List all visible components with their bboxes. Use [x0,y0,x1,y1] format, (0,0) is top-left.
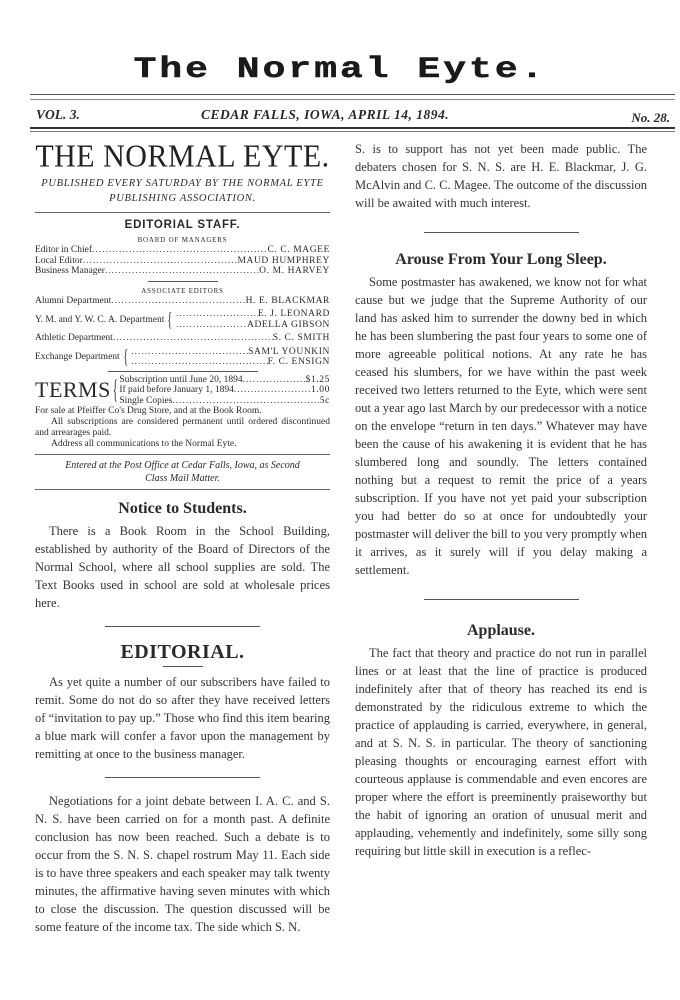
newspaper-nameplate: The Normal Eyte. [133,52,547,87]
terms-row [119,375,330,386]
divider [108,371,258,372]
staff-row-pair [35,347,330,368]
staff-name: H. E. BLACKMAR [245,295,330,306]
staff-name: O. M. HARVEY [259,266,330,276]
staff-row [35,256,330,267]
terms-price: $1.25 [305,374,330,385]
divider [35,489,330,490]
staff-name: C. C. MAGEE [267,245,330,255]
dateline [36,104,670,126]
divider [105,626,260,627]
masthead-rule [30,99,675,100]
postal-entry-line: Entered at the Post Office at Cedar Falls, Iowa, as Second [65,460,300,471]
staff-name: MAUD HUMPHREY [237,255,330,266]
address-note: Address all communications to the Normal Eyte. [51,439,237,449]
terms-block [35,375,330,407]
leader-dots [243,375,306,386]
dateline-rule [30,131,675,132]
leader-dots [172,396,319,407]
divider [148,281,218,282]
staff-role: Athletic Department [35,333,113,343]
divider [424,232,579,233]
staff-role: Editor in Chief [35,245,92,255]
staff-name: ADELLA GIBSON [246,319,330,330]
subscriptions-note: All subscriptions are considered permanent until ordered discontinued and arrearages paid. [35,417,330,438]
leader-dots [131,347,248,358]
leader-dots [92,245,267,256]
volume-number: VOL. 3. [36,107,80,122]
staff-row [35,296,330,307]
publisher-line: PUBLISHED EVERY SATURDAY BY THE NORMAL EYTE [41,178,324,189]
postal-entry-note [35,459,330,485]
postal-entry-line: Class Mail Matter. [145,473,220,484]
divider [35,454,330,455]
left-column [35,136,330,936]
leader-dots [111,296,245,307]
staff-role: Exchange Department [35,352,120,362]
terms-price: 1.00 [310,385,330,395]
place-and-date: CEDAR FALLS, IOWA, APRIL 14, 1894. [201,107,450,122]
staff-name: F. C. ENSIGN [267,357,330,367]
publisher-line: PUBLISHING ASSOCIATION. [109,193,256,204]
debate-continuation: S. is to support has not yet been made public. The debaters chosen for S. N. S. are H. E. Blackmar, J. G. McAlvin and C. C. Magee. The outcome of the discussion will be awaited with much interest. [355,142,647,210]
board-heading: BOARD OF MANAGERS [137,236,228,244]
masthead [0,48,680,91]
notice-body: There is a Book Room in the School Building, established by authority of the Board of Directors of the Normal School, where all school supplies are sold. The Text Books used in school are sold at wholesale prices here. [35,524,330,610]
terms-item: Single Copies [119,395,173,406]
editorial-paragraph: As yet quite a number of our subscribers have failed to remit. Some do not do so after they have received letters of “invitation to pay up.” Those who find this item bearing a blue mark will confer a favor upon the management by remitting at once to the business manager. [35,675,330,761]
leader-dots [176,309,258,320]
staff-role: Business Manager [35,266,105,276]
right-column [355,136,647,860]
terms-item: Subscription until June 20, 1894 [119,374,243,385]
associate-heading: ASSOCIATE EDITORS [141,286,224,295]
staff-role: Local Editor [35,255,83,266]
divider [35,212,330,213]
staff-name: SAM'L YOUNKIN [248,346,330,357]
divider [105,777,260,778]
staff-row-pair [35,309,330,330]
terms-row [119,396,330,407]
leader-dots [83,256,238,267]
leader-dots [131,357,267,368]
arouse-heading: Arouse From Your Long Sleep. [395,251,607,268]
notice-heading: Notice to Students. [118,500,247,517]
staff-name: E. J. LEONARD [257,309,330,319]
dateline-rule [30,127,675,129]
staff-row [35,266,330,277]
brace-glyph: { [167,308,173,331]
terms-row [119,385,330,396]
leader-dots [113,333,273,344]
for-sale-note: For sale at Pfeiffer Co's Drug Store, and at the Book Room. [35,406,262,416]
brace-glyph: { [123,346,128,368]
terms-item: If paid before January 1, 1894 [119,385,234,395]
arouse-body: Some postmaster has awakened, we know not for what cause but we judge that the Supreme Authority of our land has asked him to surrender the downy bed in which he has been slumbering the past four years to some one of more agreeable political notions. At any rate he has ceased his slumbers, for we have within the past week received two letters returned to the Eyte, which were sent out a year ago last March by our predecessor with a notice on the envelope “return in ten days.” Whatever may have been the cause of his awakening it is evident that he has slumbered long and soundly. The letters contained nothing but a request to remit the price of a years subscription. If you have not yet paid your subscription you had better do so at once for undoubtedly your postmaster will deliver the bill to you very promptly when it arrives, as it surely will if you delay making a settlement. [355,275,647,577]
staff-role: Y. M. and Y. W. C. A. Department [35,314,165,325]
staff-role: Alumni Department [35,295,112,306]
staff-row [35,245,330,256]
leader-dots [176,320,247,331]
staff-row [35,333,330,344]
applause-body: The fact that theory and practice do not run in parallel lines or at least that the line of practice is produced indefinitely after that of theory has reached its end is demonstrated by the ridiculous extreme to which the practice of applauding is carried, everywhere, in general, and at S. N. S. in particular. The theory of sanctioning pleasing thoughts or encouraging earnest effort with courteous applause is commendable and even encores are proper where the effort is preeminently praiseworthy but the habit of ignoring an oration of unusual merit and applauding, vehemently and indefinitely, some silly song requiring but little skill in execution is a reflec- [355,646,647,858]
editorial-paragraph: Negotiations for a joint debate between I. A. C. and S. N. S. have been carried on for a month past. A definite conclusion has now been reached. Such a debate is to occur from the S. N. S. chapel rostrum May 11. Each side is to have three speakers and each speaker may talk twenty minutes, the affirmative having seven minutes with which to close the discussion. The question discussed will be some feature of the income tax. The side which S. N. [35,794,330,934]
divider [163,666,203,667]
leader-dots [234,385,311,396]
editorial-staff-heading: EDITORIAL STAFF. [124,219,241,231]
terms-label: TERMS [35,377,111,403]
masthead-rule [30,94,675,95]
terms-price: 5c [319,395,330,406]
leader-dots [105,266,259,277]
issue-number: No. 28. [631,110,670,125]
brace-glyph: { [112,375,118,405]
staff-name: S. C. SMITH [272,333,330,343]
divider [424,599,579,600]
applause-heading: Applause. [466,622,536,639]
editorial-heading: EDITORIAL. [120,641,245,663]
paper-title: THE NORMAL EYTE. [35,139,330,174]
